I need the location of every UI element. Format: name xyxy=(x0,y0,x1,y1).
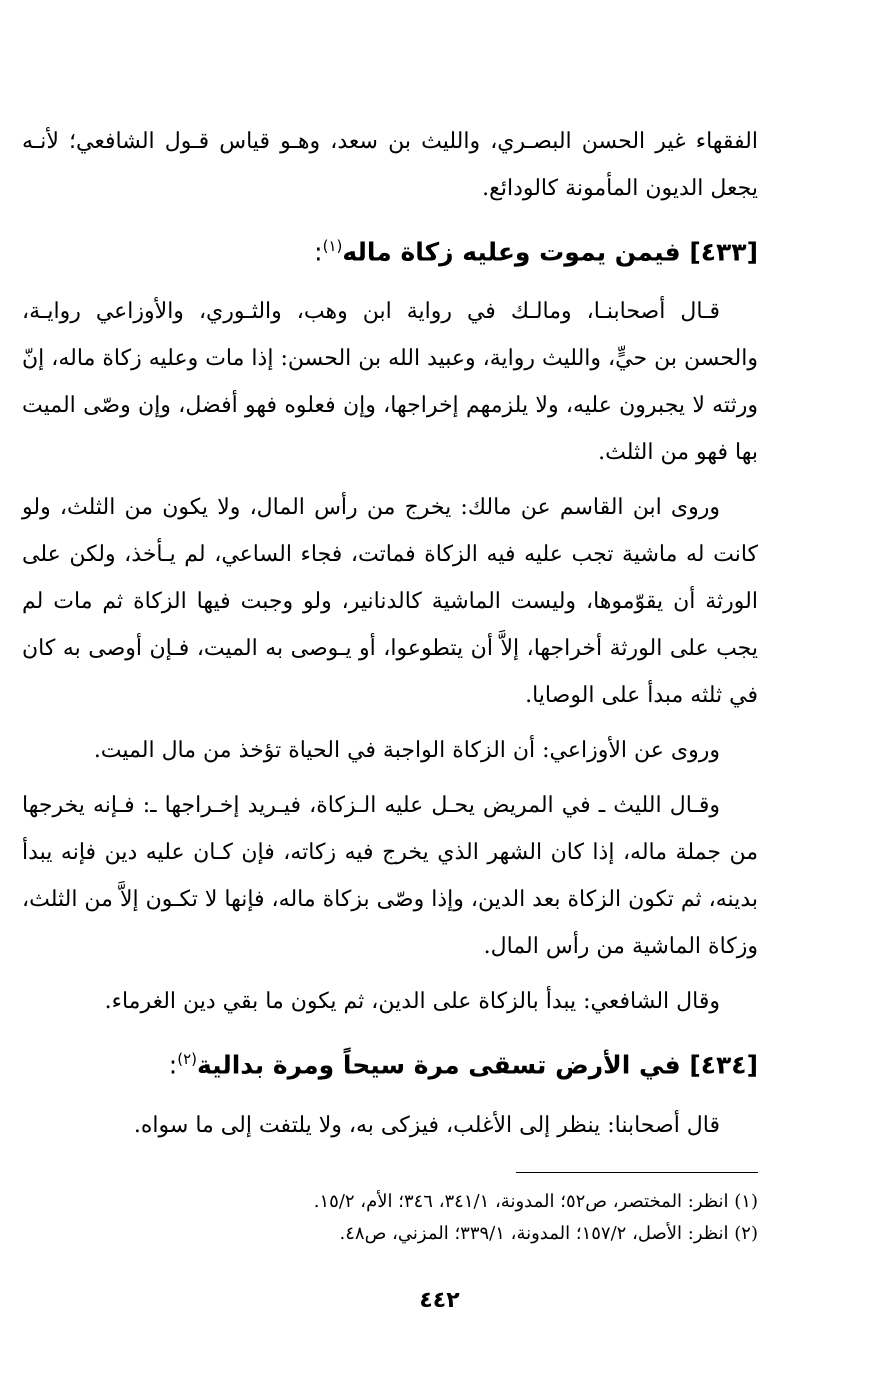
paragraph-1: الفقهاء غير الحسن البصـري، والليث بن سعد، وهـو قياس قـول الشافعي؛ لأنـه يجعل الديون المأمونة كالودائع. xyxy=(22,129,758,201)
section-heading-434 xyxy=(22,1031,758,1093)
paragraph-3: وروى ابن القاسم عن مالك: يخرج من رأس المال، ولا يكون من الثلث، ولو كانت له ماشية تجب عليه فيه الزكاة فماتت، فجاء الساعي، لم يـأخذ، ولكن على الورثة أن يقوّموها، وليست الماشية كالدنانير، ولو وجبت فيها الزكاة ثم مات لم يجب على الورثة أخراجها، إلاَّ أن يتطوعوا، أو يـوصى به الميت، فـإن أوصى به كان في ثلثه مبدأ على الوصايا. xyxy=(22,495,758,709)
paragraph-5: وقـال الليث ـ في المريض يحـل عليه الـزكاة، فيـريد إخـراجها ـ: فـإنه يخرجها من جملة ماله، إذا كان الشهر الذي يخرج فيه زكاته، فإن كـان عليه دين فإنه يبدأ بدينه، ثم تكون الزكاة بعد الدين، وإذا وصّى بزكاة ماله، فإنها لا تكـون إلاَّ من الثلث، وزكاة الماشية من رأس المال. xyxy=(21,793,758,960)
paragraph-7: قال أصحابنا: ينظر إلى الأغلب، فيزكى به، ولا يلتفت إلى ما سواه. xyxy=(133,1112,720,1138)
paragraph-4: وروى عن الأوزاعي: أن الزكاة الواجبة في الحياة تؤخذ من مال الميت. xyxy=(93,738,720,764)
heading-colon: : xyxy=(314,237,323,267)
page-body xyxy=(22,118,758,1149)
footnote-1: (١) انظر: المختصر، ص٥٢؛ المدونة، ٣٤١/١، ٣٤٦؛ الأم، ١٥/٢. xyxy=(313,1191,758,1212)
paragraph-2: قـال أصحابنـا، ومالـك في رواية ابن وهب، والثـوري، والأوزاعي روايـة، والحسن بن حيٍّ، والليث رواية، وعبيد الله بن الحسن: إذا مات وعليه زكاة ماله، إنّ ورثته لا يجبرون عليه، ولا يلزمهم إخراجها، وإن فعلوه فهو أفضل، وإن وصّى الميت بها فهو من الثلث. xyxy=(22,299,758,466)
footnote-separator xyxy=(516,1172,758,1173)
footnote-marker-2: (٢) xyxy=(177,1050,197,1069)
page-number: ٤٤٢ xyxy=(419,1288,460,1313)
section-heading-433 xyxy=(22,218,758,280)
footnotes xyxy=(22,1186,758,1250)
paragraph-6: وقال الشافعي: يبدأ بالزكاة على الدين، ثم يكون ما بقي دين الغرماء. xyxy=(104,989,720,1015)
footnote-marker-1: (١) xyxy=(322,237,343,255)
footnote-2: (٢) انظر: الأصل، ١٥٧/٢؛ المدونة، ٣٣٩/١؛ المزني، ص٤٨. xyxy=(339,1223,758,1244)
heading-colon: : xyxy=(168,1050,178,1080)
section-heading-434-text: [٤٣٤] في الأرض تسقى مرة سيحاً ومرة بدالية xyxy=(196,1050,758,1080)
section-heading-433-text: [٤٣٣] فيمن يموت وعليه زكاة ماله xyxy=(342,237,758,267)
